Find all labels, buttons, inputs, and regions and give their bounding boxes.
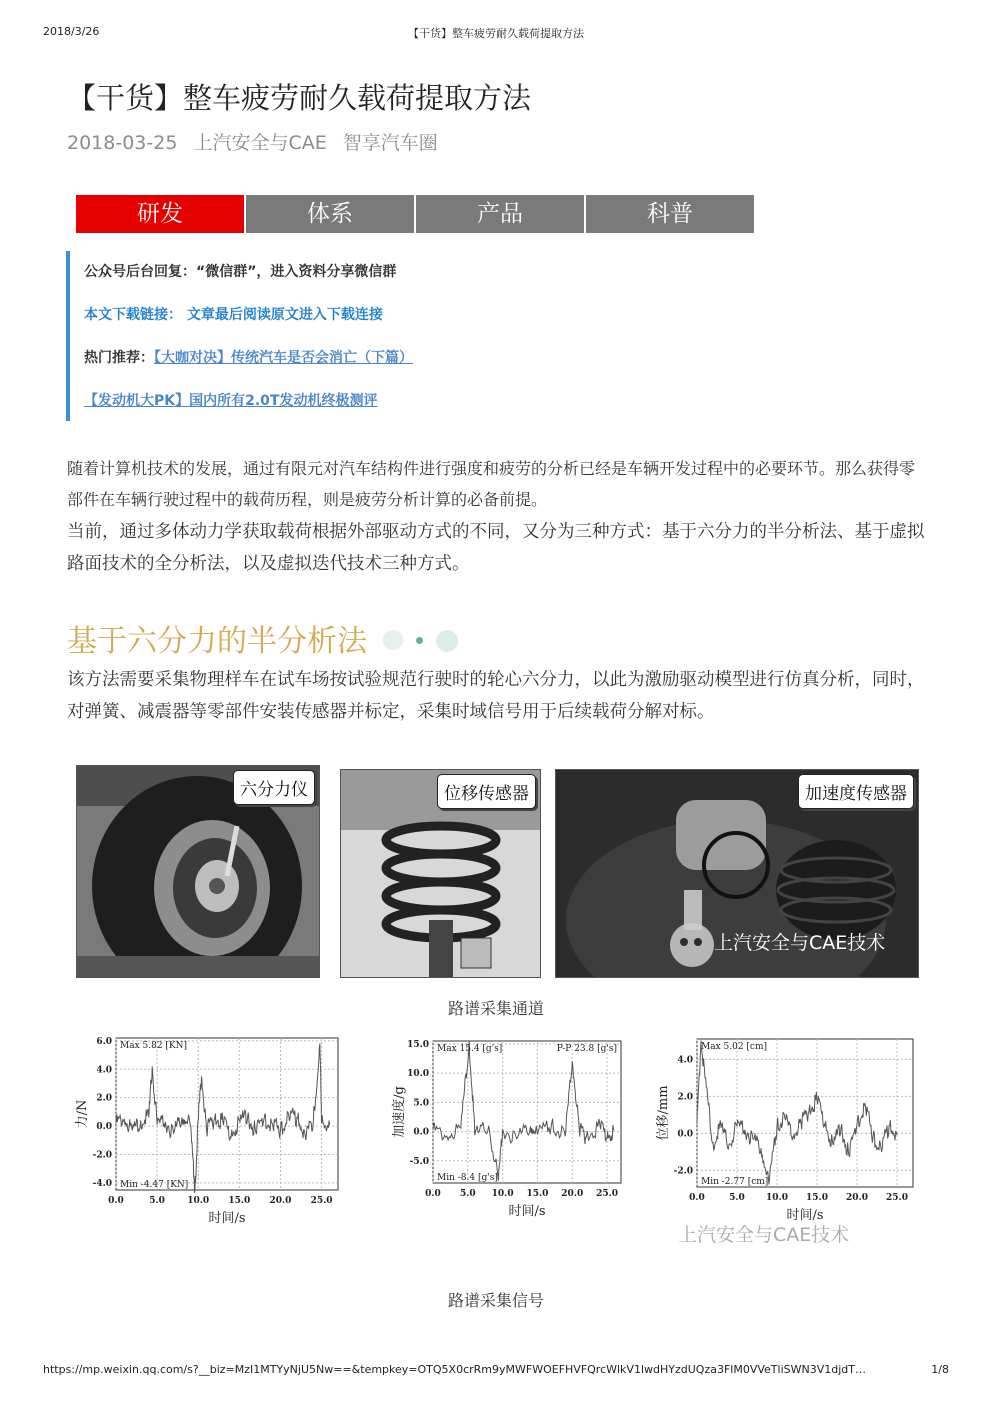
intro-paragraph: 随着计算机技术的发展，通过有限元对汽车结构件进行强度和疲劳的分析已经是车辆开发过程中的必要环节。那么获得零部件在车辆行驶过程中的载荷历程，则是疲劳分析计算的必备前提。 (67, 459, 916, 509)
annotation-pp: P-P 23.8 [g's] (556, 1044, 617, 1054)
print-date: 2018/3/26 (43, 25, 100, 38)
x-tick-label: 25.0 (310, 1196, 333, 1206)
x-tick-label: 10.0 (766, 1193, 788, 1203)
notice-hot (84, 337, 413, 380)
account-link[interactable]: 智享汽车圈 (342, 132, 438, 154)
y-tick-label: -2.0 (673, 1166, 693, 1177)
tab-product[interactable]: 产品 (416, 195, 584, 233)
plot-frame (433, 1041, 621, 1183)
x-axis-label: 时间/s (786, 1208, 824, 1223)
hot-link-2[interactable]: 【发动机大PK】国内所有2.0T发动机终极测评 (84, 393, 378, 409)
figure2-caption: 路谱采集信号 (447, 1291, 544, 1310)
x-tick-label: 10.0 (187, 1196, 210, 1206)
tab-rnd[interactable]: 研发 (76, 195, 244, 233)
tab-system[interactable]: 体系 (246, 195, 414, 233)
x-axis-label: 时间/s (508, 1204, 546, 1219)
x-tick-label: 5.0 (149, 1196, 165, 1206)
x-tick-label: 20.0 (846, 1193, 868, 1203)
force-signal-chart (70, 1030, 350, 1230)
tab-science[interactable]: 科普 (586, 195, 754, 233)
print-title: 【干货】整车疲劳耐久载荷提取方法 (408, 27, 584, 40)
chart-watermark: 上汽安全与CAE技术 (678, 1224, 850, 1246)
section-title: 基于六分力的半分析法 (67, 624, 367, 659)
notice-wechat-group: 公众号后台回复：“微信群”，进入资料分享微信群 (84, 264, 397, 280)
notice-download[interactable]: 本文下载链接： 文章最后阅读原文进入下载连接 (84, 307, 383, 323)
y-tick-label: 15.0 (407, 1039, 429, 1050)
x-tick-label: 0.0 (425, 1189, 441, 1199)
y-tick-label: -5.0 (409, 1156, 429, 1167)
publish-date: 2018-03-25 (67, 132, 178, 154)
displacement-signal-chart (655, 1033, 920, 1230)
y-tick-label: -4.0 (92, 1178, 112, 1189)
print-url: https://mp.weixin.qq.com/s?__biz=MzI1MTYyNjU5Nw==&tempkey=OTQ5X0crRm9yMWFWOEFHVFQrcWlkV1lwdHYzdUQza3FlM0VVeTliSWN3V1djdT… (43, 1363, 866, 1376)
label-six-axis-force: 六分力仪 (233, 770, 315, 805)
hot-link-1[interactable]: 【大咖对决】传统汽车是否会消亡（下篇） (154, 350, 413, 366)
acceleration-signal-chart (385, 1033, 635, 1230)
article-meta (67, 128, 448, 155)
x-tick-label: 5.0 (729, 1193, 745, 1203)
author-name: 上汽安全与CAE (193, 132, 327, 154)
y-tick-label: 0.0 (677, 1129, 693, 1140)
annotation-max: Max 15.4 [g's] (437, 1044, 503, 1054)
y-tick-label: 4.0 (677, 1055, 693, 1066)
plot-frame (697, 1039, 913, 1187)
category-tabs (76, 195, 756, 233)
photo-watermark: 上汽安全与CAE技术 (714, 932, 886, 954)
x-tick-label: 25.0 (886, 1193, 908, 1203)
accelerometer-photo (555, 769, 919, 978)
y-tick-label: 2.0 (677, 1092, 693, 1103)
print-footer (0, 1363, 992, 1379)
label-displacement-sensor: 位移传感器 (437, 774, 536, 809)
y-tick-label: -2.0 (92, 1150, 112, 1161)
annotation-min: Min -4.47 [KN] (120, 1180, 189, 1190)
annotation-max: Max 5.82 [KN] (120, 1041, 188, 1051)
notice-hot-2 (84, 380, 413, 423)
methods-paragraph: 当前，通过多体动力学获取载荷根据外部驱动方式的不同，又分为三种方式：基于六分力的半分析法、基于虚拟路面技术的全分析法，以及虚拟迭代技术三种方式。 (67, 522, 925, 574)
hot-prefix: 热门推荐： (84, 350, 154, 366)
x-tick-label: 15.0 (806, 1193, 828, 1203)
y-tick-label: 0.0 (96, 1122, 112, 1133)
x-tick-label: 15.0 (228, 1196, 251, 1206)
x-axis-label: 时间/s (208, 1211, 246, 1226)
y-tick-label: 2.0 (96, 1093, 112, 1104)
print-header (0, 25, 992, 41)
y-axis-label: 力/N (75, 1099, 90, 1129)
x-tick-label: 20.0 (561, 1189, 584, 1199)
y-tick-label: 10.0 (407, 1069, 429, 1080)
y-tick-label: 5.0 (413, 1098, 429, 1109)
x-tick-label: 0.0 (689, 1193, 705, 1203)
x-tick-label: 20.0 (269, 1196, 292, 1206)
y-tick-label: 0.0 (413, 1127, 429, 1138)
y-axis-label: 位移/mm (656, 1085, 671, 1141)
method-paragraph: 该方法需要采集物理样车在试车场按试验规范行驶时的轮心六分力，以此为激励驱动模型进行仿真分析，同时，对弹簧、减震器等零部件安装传感器并标定，采集时域信号用于后续载荷分解对标。 (67, 670, 925, 722)
annotation-min: Min -2.77 [cm] (701, 1177, 769, 1187)
annotation-max: Max 5.02 [cm] (701, 1042, 768, 1052)
y-tick-label: 4.0 (96, 1065, 112, 1076)
x-tick-label: 15.0 (526, 1189, 549, 1199)
x-tick-label: 0.0 (108, 1196, 124, 1206)
x-tick-label: 10.0 (491, 1189, 514, 1199)
page-number: 1/8 (931, 1363, 949, 1376)
y-tick-label: 6.0 (96, 1036, 112, 1047)
article-title: 【干货】整车疲劳耐久载荷提取方法 (67, 81, 532, 115)
label-accelerometer: 加速度传感器 (798, 774, 914, 809)
x-tick-label: 5.0 (459, 1189, 476, 1199)
annotation-min: Min -8.4 [g's] (437, 1173, 498, 1183)
wheel-force-photo (76, 765, 320, 978)
notice-box (66, 251, 413, 421)
x-tick-label: 25.0 (596, 1189, 619, 1199)
y-axis-label: 加速度/g (392, 1086, 407, 1138)
spring-sensor-photo (340, 769, 541, 978)
figure1-caption: 路谱采集通道 (447, 999, 544, 1018)
